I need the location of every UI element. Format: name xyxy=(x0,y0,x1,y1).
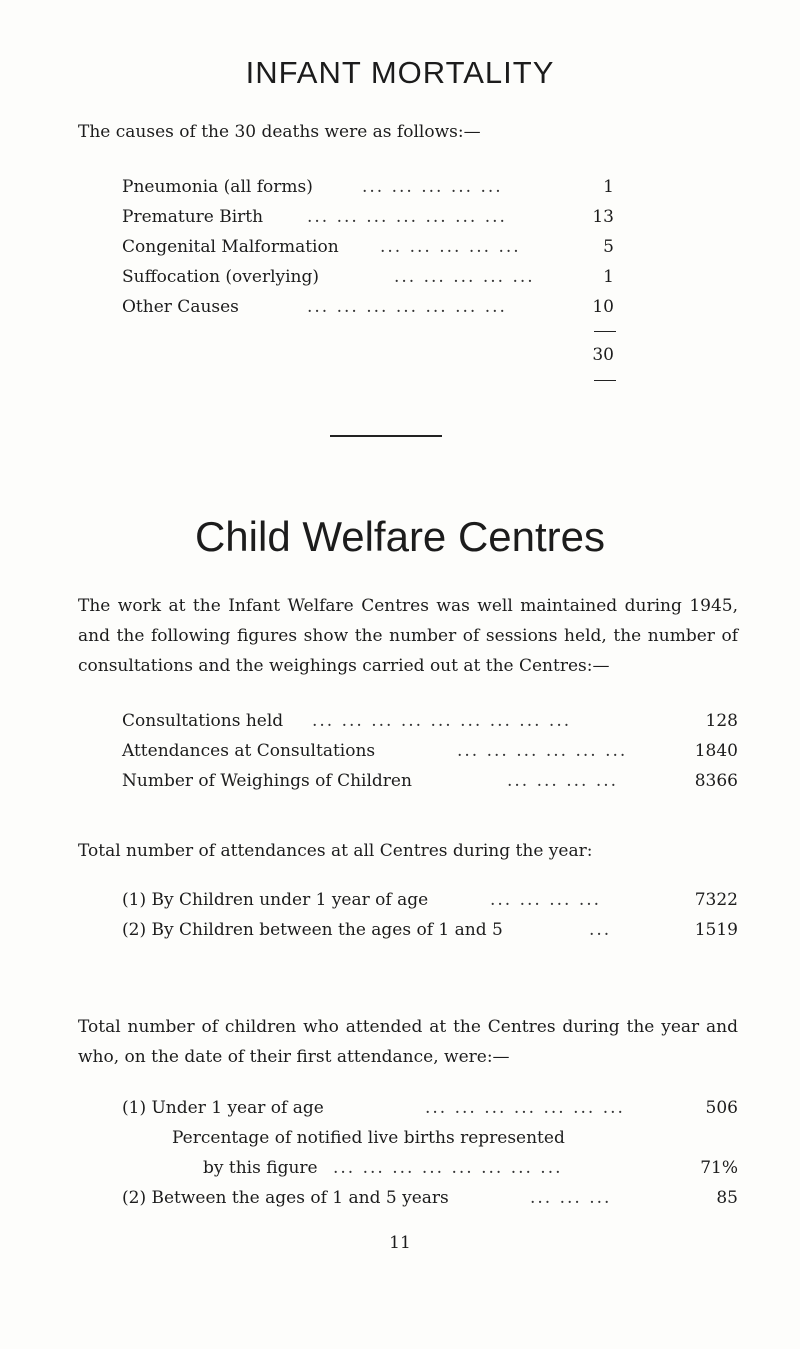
section-title-child-welfare: Child Welfare Centres xyxy=(194,513,606,560)
attendance-row xyxy=(122,918,738,942)
welfare-intro-text: The work at the Infant Welfare Centres was well maintained during 1945, and the following figures show the number of sessions held, the number of consultations and the weighings carried out at the Centres:— xyxy=(78,596,738,676)
stat-row xyxy=(122,769,738,793)
leader-dots: ... ... ... ... ... ... ... xyxy=(307,297,507,317)
stat-value: 1840 xyxy=(694,741,738,761)
stat-value: 128 xyxy=(705,711,738,731)
stat-label: Number of Weighings of Children xyxy=(122,771,412,791)
cause-value: 1 xyxy=(603,177,614,197)
stat-value: 8366 xyxy=(694,771,738,791)
stat-row xyxy=(122,709,738,733)
children-row-1-5 xyxy=(122,1186,738,1210)
stat-label: Consultations held xyxy=(122,711,284,731)
section-divider xyxy=(330,435,442,437)
percentage-label-cont: by this figure xyxy=(203,1158,318,1178)
causes-total xyxy=(560,343,614,367)
cause-label: Premature Birth xyxy=(122,207,264,227)
sum-rule xyxy=(594,331,616,332)
leader-dots: ... ... ... ... ... ... ... ... xyxy=(333,1158,563,1178)
children-value: 85 xyxy=(716,1188,738,1208)
cause-value: 1 xyxy=(603,267,614,287)
causes-total-value: 30 xyxy=(592,345,614,365)
leader-dots: ... ... ... ... ... ... ... ... ... xyxy=(312,711,572,731)
leader-dots: ... ... ... ... ... ... ... xyxy=(307,207,507,227)
cause-row xyxy=(122,235,614,259)
leader-dots: ... xyxy=(589,920,612,940)
attendance-label: (2) By Children between the ages of 1 and 5 xyxy=(122,920,503,940)
cause-value: 10 xyxy=(592,297,614,317)
children-label: (1) Under 1 year of age xyxy=(122,1098,324,1118)
cause-row xyxy=(122,175,614,199)
leader-dots: ... ... ... ... xyxy=(490,890,602,910)
children-label: (2) Between the ages of 1 and 5 years xyxy=(122,1188,449,1208)
sum-rule xyxy=(594,380,616,381)
attendance-label: (1) By Children under 1 year of age xyxy=(122,890,429,910)
cause-label: Pneumonia (all forms) xyxy=(122,177,313,197)
cause-row xyxy=(122,265,614,289)
cause-row xyxy=(122,295,614,319)
percentage-label: Percentage of notified live births represented xyxy=(172,1128,565,1148)
leader-dots: ... ... ... ... ... ... xyxy=(457,741,628,761)
attendance-value: 7322 xyxy=(694,890,738,910)
leader-dots: ... ... ... ... xyxy=(507,771,619,791)
welfare-intro xyxy=(78,591,738,681)
children-row-under-1 xyxy=(122,1096,738,1120)
leader-dots: ... ... ... ... ... xyxy=(362,177,503,197)
leader-dots: ... ... ... ... ... xyxy=(394,267,535,287)
leader-dots: ... ... ... ... ... ... ... xyxy=(425,1098,625,1118)
cause-value: 5 xyxy=(603,237,614,257)
causes-intro: The causes of the 30 deaths were as follows:— xyxy=(78,122,481,142)
percentage-value: 71% xyxy=(700,1158,738,1178)
children-heading xyxy=(78,1012,738,1072)
leader-dots: ... ... ... ... ... xyxy=(380,237,521,257)
page-number: 11 xyxy=(389,1233,411,1253)
percentage-label-line xyxy=(172,1126,738,1150)
children-value: 506 xyxy=(705,1098,738,1118)
cause-row xyxy=(122,205,614,229)
children-row-percentage xyxy=(203,1156,738,1180)
cause-value: 13 xyxy=(592,207,614,227)
stat-label: Attendances at Consultations xyxy=(122,741,376,761)
cause-label: Congenital Malformation xyxy=(122,237,339,257)
cause-label: Other Causes xyxy=(122,297,239,317)
children-heading-text: Total number of children who attended at the Centres during the year and who, on the date of their first attendance, were:— xyxy=(78,1017,738,1067)
attendances-heading: Total number of attendances at all Centres during the year: xyxy=(78,841,593,861)
stat-row xyxy=(122,739,738,763)
attendance-value: 1519 xyxy=(694,920,738,940)
leader-dots: ... ... ... xyxy=(530,1188,612,1208)
section-title-infant-mortality: INFANT MORTALITY xyxy=(245,55,555,90)
cause-label: Suffocation (overlying) xyxy=(122,267,320,287)
attendance-row xyxy=(122,888,738,912)
